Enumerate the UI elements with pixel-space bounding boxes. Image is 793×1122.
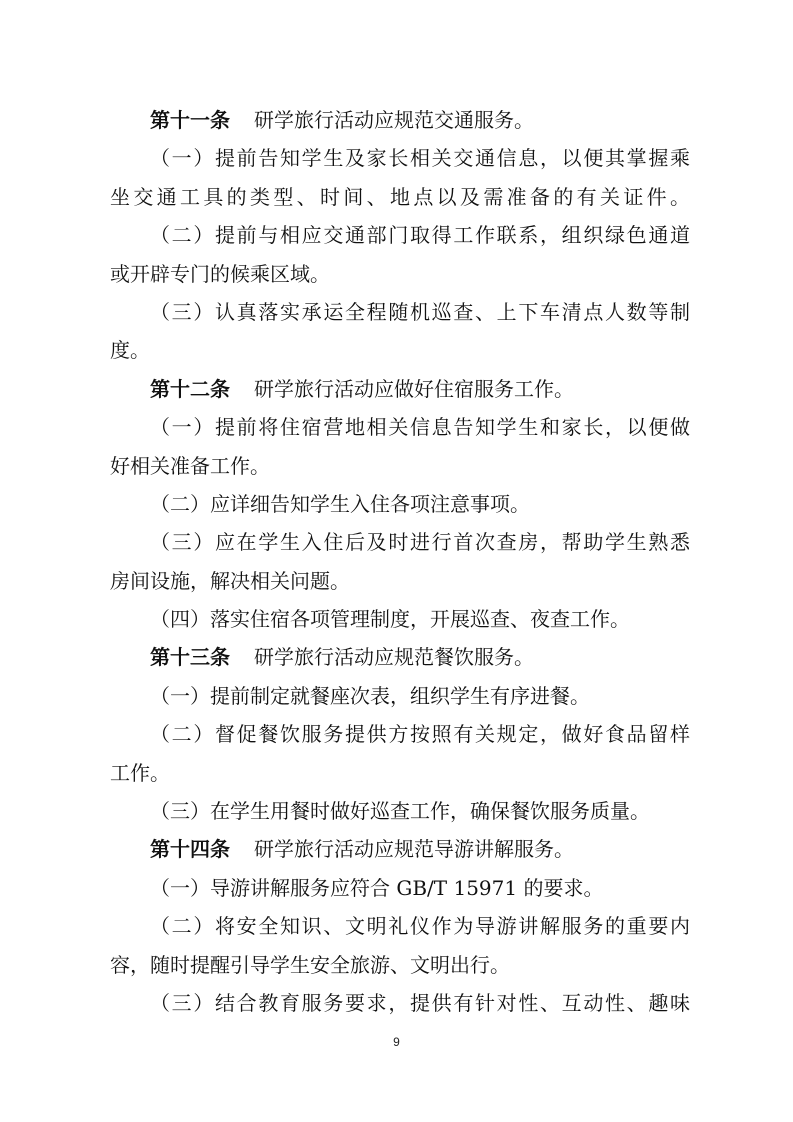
paragraph-line: （三）认真落实承运全程随机巡查、上下车清点人数等制 <box>150 300 690 324</box>
paragraph-line: （四）落实住宿各项管理制度，开展巡查、夜查工作。 <box>150 607 630 631</box>
article-text: 研学旅行活动应规范交通服务。 <box>254 108 534 132</box>
paragraph-line: 好相关准备工作。 <box>110 454 270 478</box>
article-text: 研学旅行活动应做好住宿服务工作。 <box>254 377 574 401</box>
paragraph-line: （一）提前制定就餐座次表，组织学生有序进餐。 <box>150 684 590 708</box>
paragraph-line: 或开辟专门的候乘区域。 <box>110 262 330 286</box>
paragraph-line: （一）提前将住宿营地相关信息告知学生和家长，以便做 <box>150 415 690 439</box>
paragraph-line: （三）结合教育服务要求，提供有针对性、互动性、趣味 <box>150 991 690 1015</box>
paragraph-line: 坐交通工具的类型、时间、地点以及需准备的有关证件。 <box>110 185 690 209</box>
article-text: 研学旅行活动应规范餐饮服务。 <box>254 645 534 669</box>
article-label: 第十三条 <box>150 645 230 669</box>
paragraph-line: （一）提前告知学生及家长相关交通信息，以便其掌握乘 <box>150 146 690 170</box>
article-label: 第十一条 <box>150 108 230 132</box>
paragraph-line: （三）在学生用餐时做好巡查工作，确保餐饮服务质量。 <box>150 799 650 823</box>
paragraph-line: （三）应在学生入住后及时进行首次查房，帮助学生熟悉 <box>150 530 690 554</box>
paragraph-line: （一）导游讲解服务应符合 GB/T 15971 的要求。 <box>150 876 604 900</box>
paragraph-line: 容，随时提醒引导学生安全旅游、文明出行。 <box>110 953 510 977</box>
article-text: 研学旅行活动应规范导游讲解服务。 <box>254 837 574 861</box>
article-13-heading <box>150 644 730 670</box>
article-label: 第十二条 <box>150 377 230 401</box>
paragraph-line: （二）督促餐饮服务提供方按照有关规定，做好食品留样 <box>150 722 690 746</box>
article-14-heading <box>150 836 730 862</box>
paragraph-line: 工作。 <box>110 761 170 785</box>
paragraph-line: （二）提前与相应交通部门取得工作联系，组织绿色通道 <box>150 223 690 247</box>
paragraph-line: （二）应详细告知学生入住各项注意事项。 <box>150 492 530 516</box>
paragraph-line: 房间设施，解决相关问题。 <box>110 569 350 593</box>
article-11-heading <box>150 107 730 133</box>
paragraph-line: （二）将安全知识、文明礼仪作为导游讲解服务的重要内 <box>150 914 690 938</box>
article-label: 第十四条 <box>150 837 230 861</box>
article-12-heading <box>150 376 730 402</box>
paragraph-line: 度。 <box>110 338 150 362</box>
page-number: 9 <box>393 1035 400 1049</box>
